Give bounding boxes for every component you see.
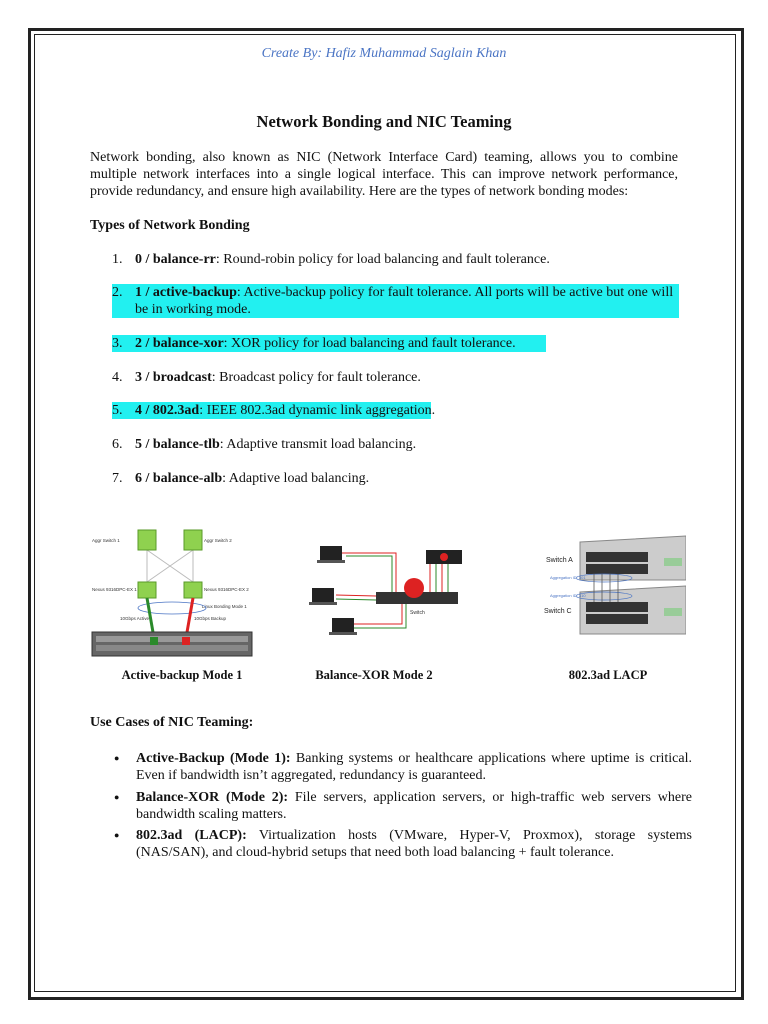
mode-desc: : Adaptive transmit load balancing. bbox=[219, 437, 417, 452]
figure-caption-3: 802.3ad LACP bbox=[568, 668, 648, 682]
use-case-desc: Banking systems or healthcare applications where uptime is critical. Even if bandwidth isn’t aggregated, redundancy is guaranteed. bbox=[136, 751, 692, 783]
intro-paragraph: Network bonding, also known as NIC (Network Interface Card) teaming, allows you to combine multiple network interfaces into a single logical interface. This can improve network performance, provide redundancy, and ensure high availability. Here are the types of network bonding modes: bbox=[90, 150, 678, 199]
mode-name: 5 / balance-tlb bbox=[135, 437, 220, 452]
mode-desc: : IEEE 802.3ad dynamic link aggregation. bbox=[199, 403, 436, 418]
list-number: 1. bbox=[112, 252, 123, 267]
mode-name: 2 / balance-xor bbox=[135, 336, 224, 351]
fig1-label: Aggr Switch 1 bbox=[92, 538, 120, 543]
use-case-name: Balance-XOR (Mode 2): bbox=[136, 790, 289, 805]
mode-name: 1 / active-backup bbox=[135, 285, 237, 300]
mode-name: 4 / 802.3ad bbox=[135, 403, 200, 418]
use-case-name: Active-Backup (Mode 1): bbox=[136, 751, 291, 766]
use-cases-heading: Use Cases of NIC Teaming: bbox=[90, 715, 254, 730]
types-heading: Types of Network Bonding bbox=[90, 218, 250, 233]
active-backup-diagram bbox=[90, 520, 254, 658]
list-number: 4. bbox=[112, 370, 123, 385]
figure-caption-1: Active-backup Mode 1 bbox=[121, 668, 243, 682]
mode-name: 0 / balance-rr bbox=[135, 252, 216, 267]
fig3-label: Switch C bbox=[544, 608, 572, 615]
lacp-diagram bbox=[528, 534, 686, 640]
use-case-desc: File servers, application servers, or high-traffic web servers where bandwidth scaling matters. bbox=[136, 790, 692, 822]
fig1-label: 10Gbps Active bbox=[120, 616, 150, 621]
list-number: 6. bbox=[112, 437, 123, 452]
list-number: 7. bbox=[112, 471, 123, 486]
use-case-name: 802.3ad (LACP): bbox=[136, 828, 247, 843]
mode-name: 6 / balance-alb bbox=[135, 471, 223, 486]
mode-desc: : XOR policy for load balancing and fault tolerance. bbox=[223, 336, 516, 351]
fig2-label: Switch bbox=[410, 610, 425, 616]
use-case-desc: Virtualization hosts (VMware, Hyper-V, Proxmox), storage systems (NAS/SAN), and cloud-hybrid setups that need both load balancing + fault tolerance. bbox=[136, 828, 692, 860]
fig1-label: 10Gbps Backup bbox=[194, 616, 227, 621]
page-title: Network Bonding and NIC Teaming bbox=[256, 112, 512, 131]
list-number: 5. bbox=[112, 403, 123, 418]
mode-desc: : Round-robin policy for load balancing and fault tolerance. bbox=[215, 252, 550, 267]
mode-desc: : Adaptive load balancing. bbox=[222, 471, 370, 486]
figure-caption-2: Balance-XOR Mode 2 bbox=[315, 668, 433, 682]
list-number: 2. bbox=[112, 285, 123, 300]
fig1-label: Nexus 9316DPC-EX 1 bbox=[92, 587, 137, 592]
mode-desc: : Broadcast policy for fault tolerance. bbox=[211, 370, 421, 385]
fig3-label: Aggregation ID: 301 bbox=[550, 575, 586, 580]
fig1-label: Nexus 9316DPC-EX 2 bbox=[204, 587, 249, 592]
fig3-label: Aggregation ID: 310 bbox=[550, 593, 586, 598]
author-byline: Create By: Hafiz Muhammad Saglain Khan bbox=[261, 46, 507, 61]
fig1-label: Aggr Switch 2 bbox=[204, 538, 232, 543]
list-number: 3. bbox=[112, 336, 123, 351]
mode-desc: : Active-backup policy for fault tolerance. All ports will be active but one will be in working mode. bbox=[135, 285, 674, 317]
bullet-icon: ● bbox=[114, 830, 120, 840]
fig1-label: Linux Bonding Mode 1 bbox=[202, 604, 247, 609]
balance-xor-diagram bbox=[306, 540, 472, 642]
bullet-icon: ● bbox=[114, 753, 120, 763]
bullet-icon: ● bbox=[114, 792, 120, 802]
fig3-label: Switch A bbox=[546, 557, 573, 564]
mode-name: 3 / broadcast bbox=[135, 370, 212, 385]
